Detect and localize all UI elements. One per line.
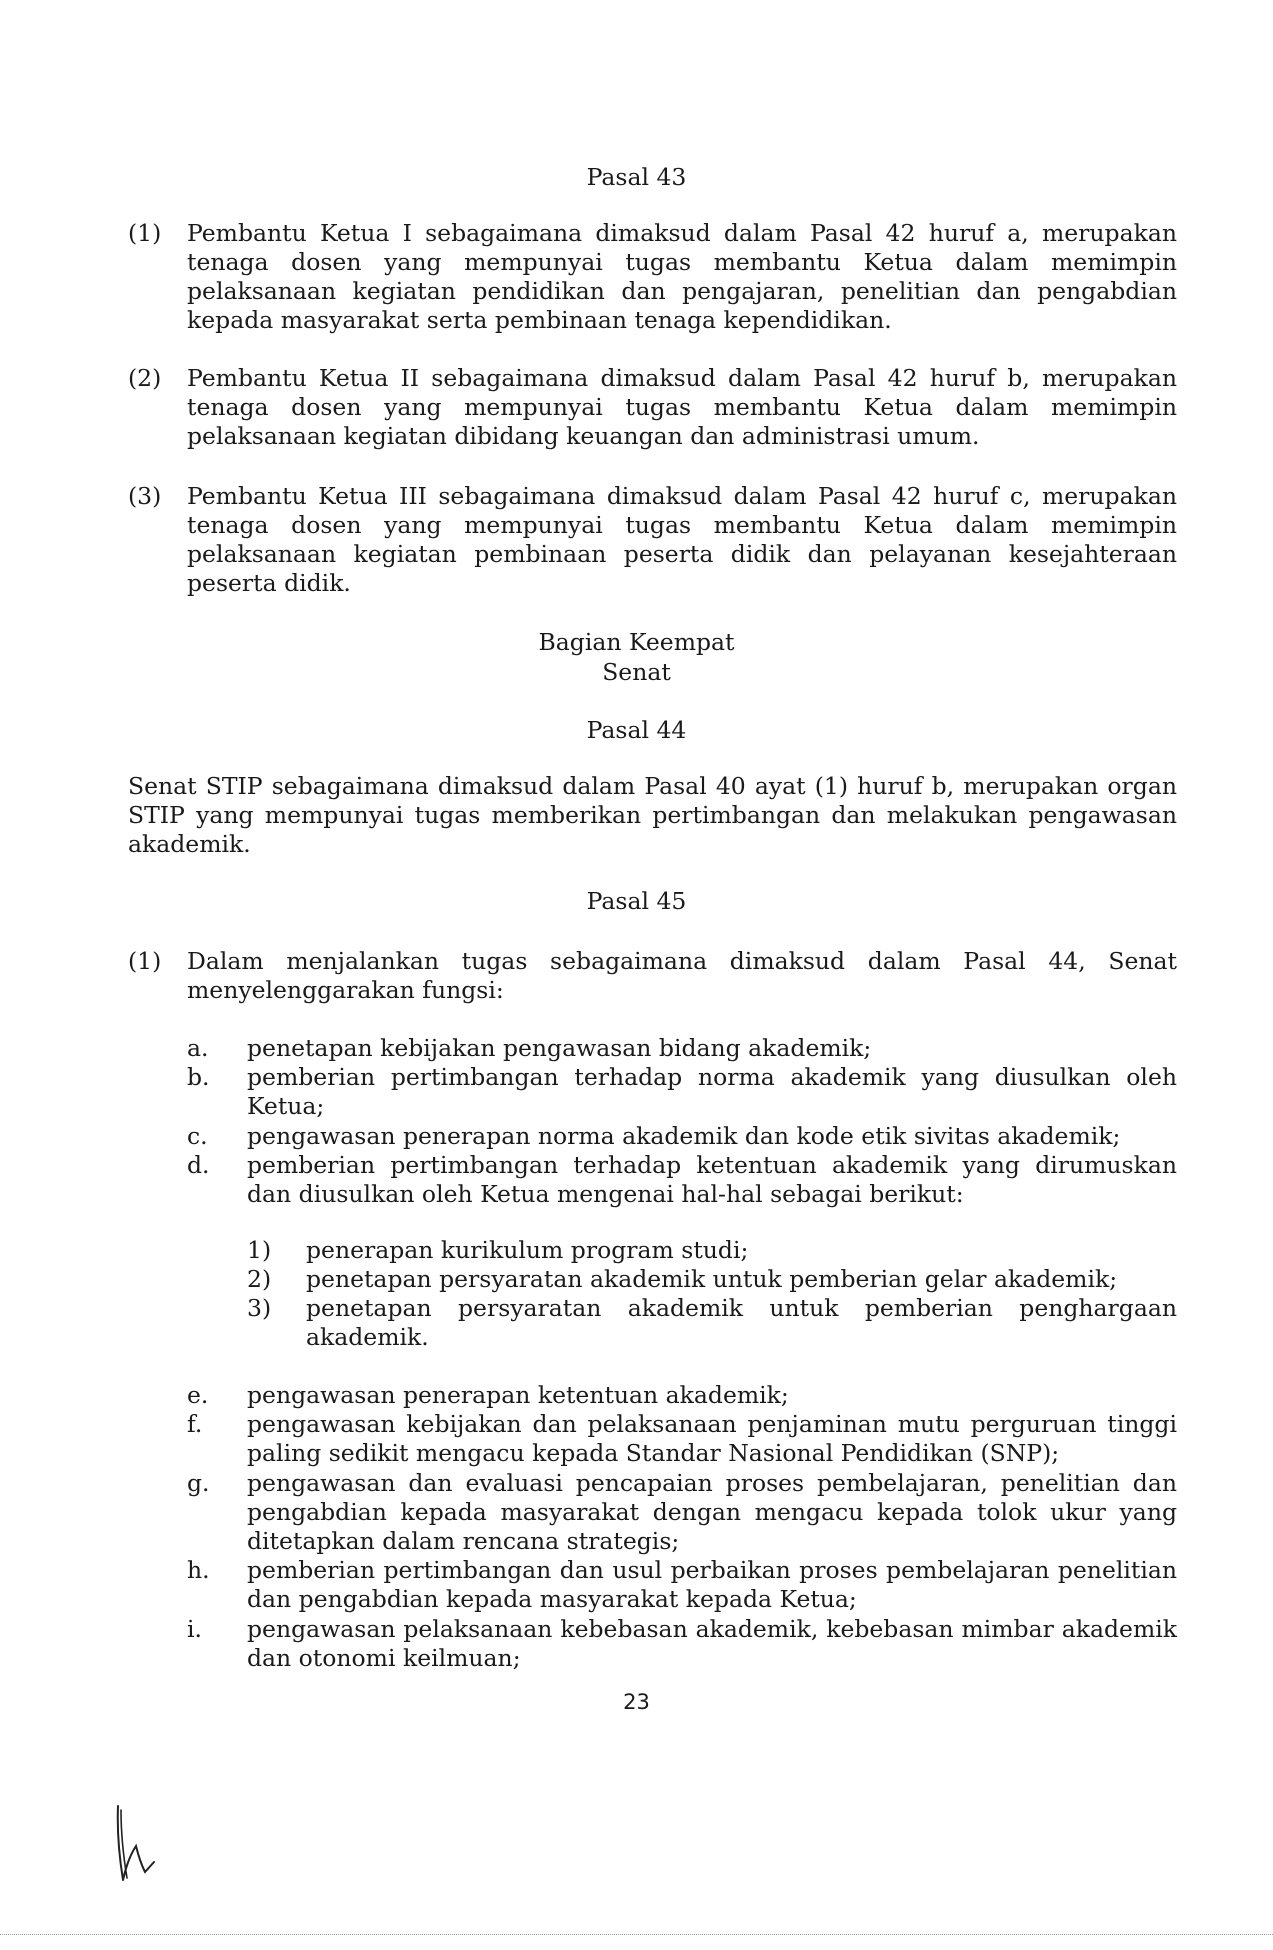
list-item-label: c. [187,1122,208,1150]
list-item-text: pengawasan kebijakan dan pelaksanaan penjaminan mutu perguruan tinggi paling sedikit mengacu kepada Standar Nasional Pendidikan (SNP); [247,1410,1177,1467]
list-item-text: pengawasan penerapan norma akademik dan kode etik sivitas akademik; [247,1122,1121,1150]
list-item-label: i. [187,1615,202,1643]
list-item-label: a. [187,1034,209,1062]
sub-item-text: penetapan persyaratan akademik untuk pemberian gelar akademik; [306,1265,1118,1293]
pasal-45-item-1-number: (1) [128,947,162,975]
sub-item-label: 3) [247,1294,272,1322]
pasal-43-item-3-text: Pembantu Ketua III sebagaimana dimaksud dalam Pasal 42 huruf c, merupakan tenaga dosen yang mempunyai tugas membantu Ketua dalam memimpin pelaksanaan kegiatan pembinaan peserta didik dan pelayanan kesejahteraan peserta didik. [187,482,1177,597]
list-item-label: d. [187,1151,210,1179]
pasal-45-title: Pasal 45 [586,887,687,915]
sub-item-text: penetapan persyaratan akademik untuk pemberian penghargaan akademik. [306,1294,1177,1351]
list-item-text: pengawasan dan evaluasi pencapaian proses pembelajaran, penelitian dan pengabdian kepada masyarakat dengan mengacu kepada tolok ukur yang ditetapkan dalam rencana strategis; [247,1469,1177,1555]
bagian-title: Bagian Keempat [538,628,735,656]
signature-mark [112,1800,162,1890]
pasal-43-title: Pasal 43 [586,163,687,191]
list-item-text: penetapan kebijakan pengawasan bidang akademik; [247,1034,872,1062]
sub-item-label: 2) [247,1265,272,1293]
bagian-subtitle: Senat [602,658,671,686]
scan-edge-line [0,1934,1273,1935]
pasal-45-item-1-text: Dalam menjalankan tugas sebagaimana dimaksud dalam Pasal 44, Senat menyelenggarakan fungsi: [187,947,1177,1004]
sub-item-label: 1) [247,1236,272,1264]
page-number: 23 [623,1690,650,1714]
list-item-text: pengawasan penerapan ketentuan akademik; [247,1381,789,1409]
list-item-label: e. [187,1381,209,1409]
list-item-text: pengawasan pelaksanaan kebebasan akademik, kebebasan mimbar akademik dan otonomi keilmuan; [247,1615,1177,1672]
pasal-44-title: Pasal 44 [586,716,687,744]
pasal-43-item-3-number: (3) [128,482,162,510]
pasal-43-item-2-number: (2) [128,364,162,392]
pasal-44-text: Senat STIP sebagaimana dimaksud dalam Pasal 40 ayat (1) huruf b, merupakan organ STIP yang mempunyai tugas memberikan pertimbangan dan melakukan pengawasan akademik. [128,772,1177,858]
list-item-text: pemberian pertimbangan terhadap ketentuan akademik yang dirumuskan dan diusulkan oleh Ketua mengenai hal-hal sebagai berikut: [247,1151,1177,1208]
list-item-label: b. [187,1063,210,1091]
list-item-text: pemberian pertimbangan dan usul perbaikan proses pembelajaran penelitian dan pengabdian kepada masyarakat kepada Ketua; [247,1556,1177,1613]
pasal-43-item-1-number: (1) [128,219,162,247]
pasal-43-item-2-text: Pembantu Ketua II sebagaimana dimaksud dalam Pasal 42 huruf b, merupakan tenaga dosen yang mempunyai tugas membantu Ketua dalam memimpin pelaksanaan kegiatan dibidang keuangan dan administrasi umum. [187,364,1177,450]
list-item-label: f. [187,1410,203,1438]
sub-item-text: penerapan kurikulum program studi; [306,1236,749,1264]
list-item-text: pemberian pertimbangan terhadap norma akademik yang diusulkan oleh Ketua; [247,1063,1177,1120]
list-item-label: g. [187,1469,210,1497]
list-item-label: h. [187,1556,210,1584]
pasal-43-item-1-text: Pembantu Ketua I sebagaimana dimaksud dalam Pasal 42 huruf a, merupakan tenaga dosen yang mempunyai tugas membantu Ketua dalam memimpin pelaksanaan kegiatan pendidikan dan pengajaran, penelitian dan pengabdian kepada masyarakat serta pembinaan tenaga kependidikan. [187,219,1177,334]
